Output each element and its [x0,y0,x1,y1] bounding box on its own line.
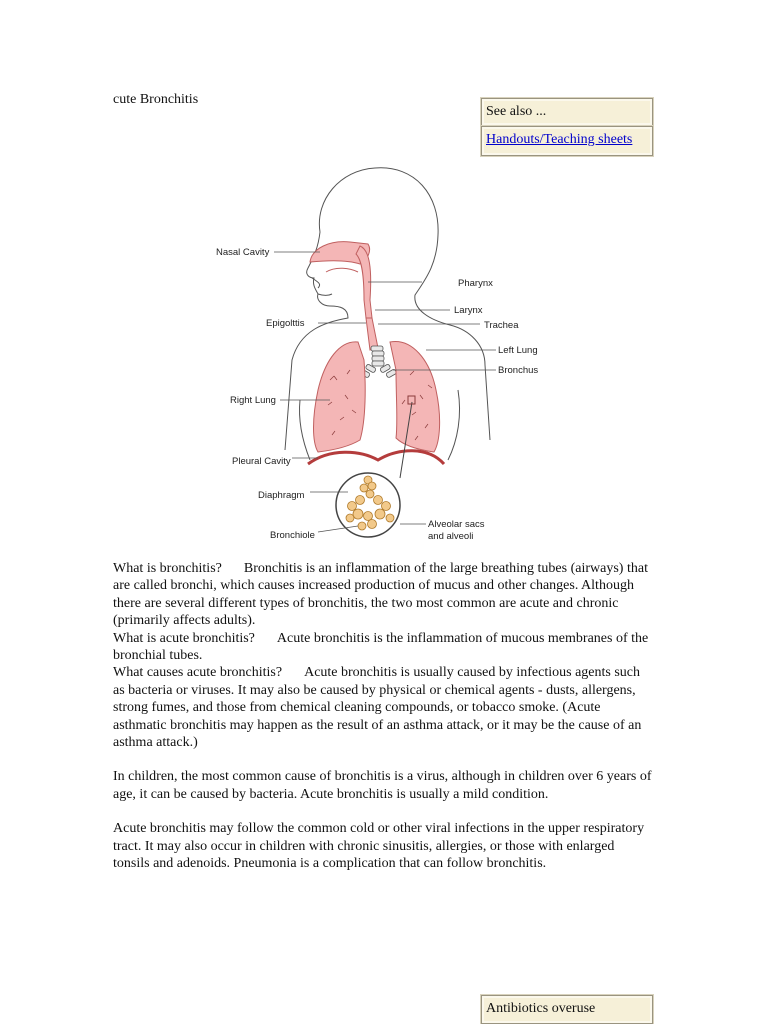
label-bronchus: Bronchus [498,365,539,376]
label-bronchiole: Bronchiole [270,530,315,541]
diaphragm-shape [308,451,444,464]
see-also-header: See also ... [486,104,547,119]
paragraph-children: In children, the most common cause of bronchitis is a virus, although in children over 6 years of age, it can be caused by bacteria. Acute bronchitis is usually a mild condition. [113,769,652,802]
antibiotics-overuse-link[interactable]: Antibiotics overuse [486,1001,596,1016]
see-also-header-box [481,98,653,126]
label-pharynx: Pharynx [458,278,493,289]
label-right-lung: Right Lung [230,395,276,406]
label-left-lung: Left Lung [498,345,538,356]
question-causes: What causes acute bronchitis? [113,665,283,681]
see-also-link-box [481,126,653,156]
label-trachea: Trachea [484,320,519,331]
paragraph-what-is-bronchitis [113,560,653,630]
label-larynx: Larynx [454,305,483,316]
paragraph-what-is-acute [113,630,653,665]
label-nasal-cavity: Nasal Cavity [216,247,270,258]
answer-causes: Acute bronchitis is usually caused by infectious agents such as bacteria or viruses. It may also be caused by physical or chemical agents - dusts, allergens, strong fumes, and those from chemical cleaning compounds, or tobacco smoke. (Acute asthmatic bronchitis may happen as the result of an asthma attack, or it may be the cause of an asthma attack.) [113,665,642,751]
label-pleural-cavity: Pleural Cavity [232,456,291,467]
page-title: cute Bronchitis [113,92,199,107]
right-lung-shape [314,342,366,452]
label-epiglottis: Epigolttis [266,318,305,329]
answer-what-is-acute: Acute bronchitis is the inflammation of mucous membranes of the bronchial tubes. [113,630,649,664]
respiratory-system-diagram [200,160,539,550]
answer-what-is-bronchitis: Bronchitis is an inflammation of the large breathing tubes (airways) that are called bronchi, which causes increased production of mucus and other changes. Although there are several different types of bronchitis, the two most common are acute and chronic (primarily affects adults). [113,561,648,629]
paragraph-causes [113,664,653,751]
antibiotics-link-box [481,995,653,1024]
label-alveoli: and alveoli [428,531,474,542]
question-what-is-acute: What is acute bronchitis? [113,630,255,646]
trachea-shape [366,318,378,350]
handouts-link[interactable]: Handouts/Teaching sheets [486,132,633,147]
question-what-is-bronchitis: What is bronchitis? [113,561,222,576]
paragraph-follow: Acute bronchitis may follow the common cold or other viral infections in the upper respiratory tract. It may also occur in children with chronic sinusitis, allergies, or those with enlarged tonsils and adenoids. Pneumonia is a complication that can follow bronchitis. [113,821,645,872]
article-body [113,560,653,873]
label-diaphragm: Diaphragm [258,490,305,501]
label-alveolar-sacs: Alveolar sacs [428,519,485,530]
